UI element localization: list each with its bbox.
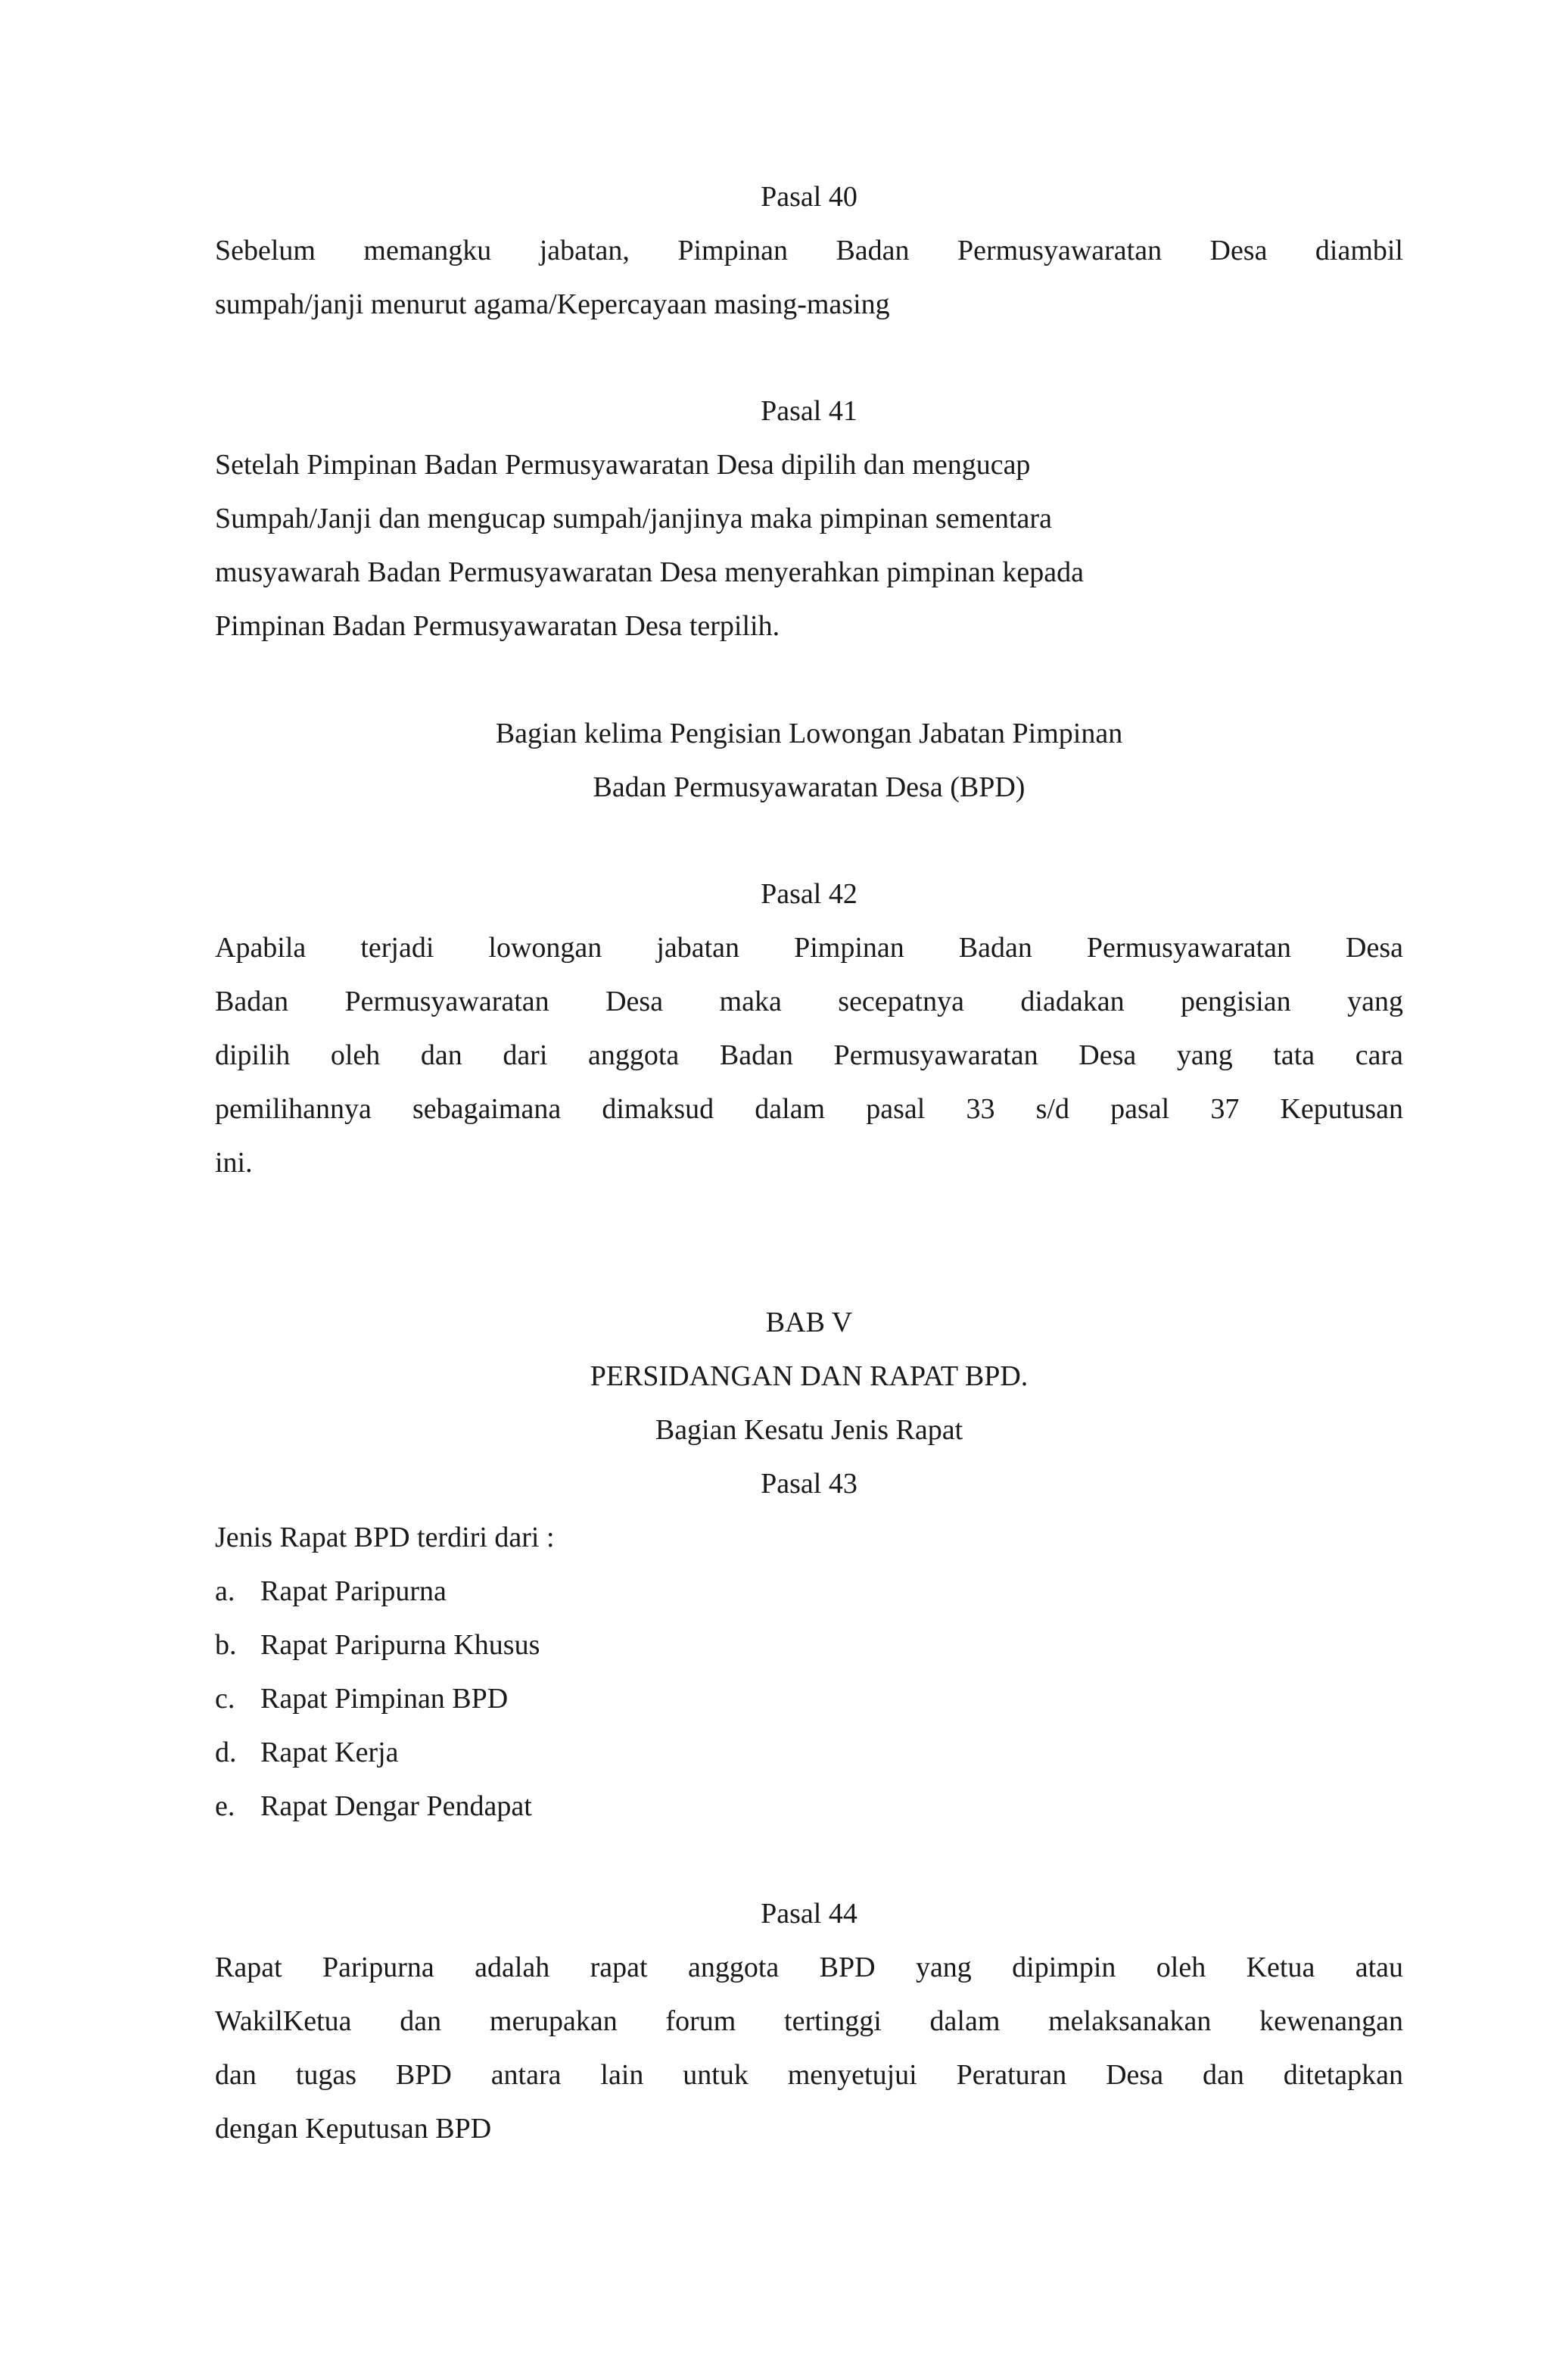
list-item: [215, 1780, 532, 1833]
pasal-42-line-2: Badan Permusyawaratan Desa maka secepatnya diadakan pengisian yang: [215, 986, 1403, 1017]
list-item-text: Rapat Kerja: [260, 1737, 399, 1768]
pasal-44-line-3: dan tugas BPD antara lain untuk menyetujui Peraturan Desa dan ditetapkan: [215, 2059, 1403, 2091]
pasal-44-line-4: dengan Keputusan BPD: [215, 2113, 492, 2145]
pasal-43-heading: Pasal 43: [761, 1468, 857, 1500]
list-item-text: Rapat Paripurna: [260, 1575, 447, 1607]
pasal-44-line-1: Rapat Paripurna adalah rapat anggota BPD yang dipimpin oleh Ketua atau: [215, 1952, 1403, 1983]
list-marker: e.: [215, 1790, 235, 1822]
pasal-42-line-3: dipilih oleh dan dari anggota Badan Permusyawaratan Desa yang tata cara: [215, 1039, 1403, 1071]
bagian-kelima-heading-line-1: Bagian kelima Pengisian Lowongan Jabatan Pimpinan: [495, 718, 1123, 749]
list-marker: b.: [215, 1629, 237, 1661]
pasal-42-heading: Pasal 42: [761, 878, 857, 910]
pasal-41-line-3: musyawarah Badan Permusyawaratan Desa menyerahkan pimpinan kepada: [215, 556, 1085, 588]
pasal-40-line-1: Sebelum memangku jabatan, Pimpinan Badan Permusyawaratan Desa diambil: [215, 235, 1403, 266]
bab-title: PERSIDANGAN DAN RAPAT BPD.: [590, 1360, 1029, 1392]
list-marker: c.: [215, 1683, 235, 1715]
pasal-40-heading: Pasal 40: [761, 181, 857, 213]
list-item: [215, 1565, 447, 1618]
list-marker: a.: [215, 1575, 235, 1607]
pasal-41-heading: Pasal 41: [761, 395, 857, 427]
bagian-kelima-heading-line-2: Badan Permusyawaratan Desa (BPD): [593, 771, 1026, 803]
pasal-44-line-2: WakilKetua dan merupakan forum tertinggi dalam melaksanakan kewenangan: [215, 2005, 1403, 2037]
list-item-text: Rapat Pimpinan BPD: [260, 1683, 509, 1715]
list-item: [215, 1726, 399, 1780]
list-item-text: Rapat Dengar Pendapat: [260, 1790, 532, 1822]
bagian-kesatu-heading: Bagian Kesatu Jenis Rapat: [655, 1414, 963, 1446]
pasal-41-line-2: Sumpah/Janji dan mengucap sumpah/janjinya maka pimpinan sementara: [215, 503, 1052, 534]
pasal-41-line-4: Pimpinan Badan Permusyawaratan Desa terpilih.: [215, 610, 780, 642]
list-item: [215, 1618, 540, 1672]
pasal-40-line-2: sumpah/janji menurut agama/Kepercayaan masing-masing: [215, 288, 890, 320]
pasal-44-heading: Pasal 44: [761, 1898, 857, 1930]
bab-heading: BAB V: [765, 1307, 853, 1338]
pasal-43-intro: Jenis Rapat BPD terdiri dari :: [215, 1522, 555, 1553]
list-marker: d.: [215, 1737, 237, 1768]
pasal-41-line-1: Setelah Pimpinan Badan Permusyawaratan Desa dipilih dan mengucap: [215, 449, 1031, 481]
list-item: [215, 1672, 508, 1726]
pasal-42-line-4: pemilihannya sebagaimana dimaksud dalam pasal 33 s/d pasal 37 Keputusan: [215, 1093, 1403, 1125]
pasal-42-line-5: ini.: [215, 1147, 253, 1179]
list-item-text: Rapat Paripurna Khusus: [260, 1629, 540, 1661]
pasal-42-line-1: Apabila terjadi lowongan jabatan Pimpinan Badan Permusyawaratan Desa: [215, 932, 1403, 964]
